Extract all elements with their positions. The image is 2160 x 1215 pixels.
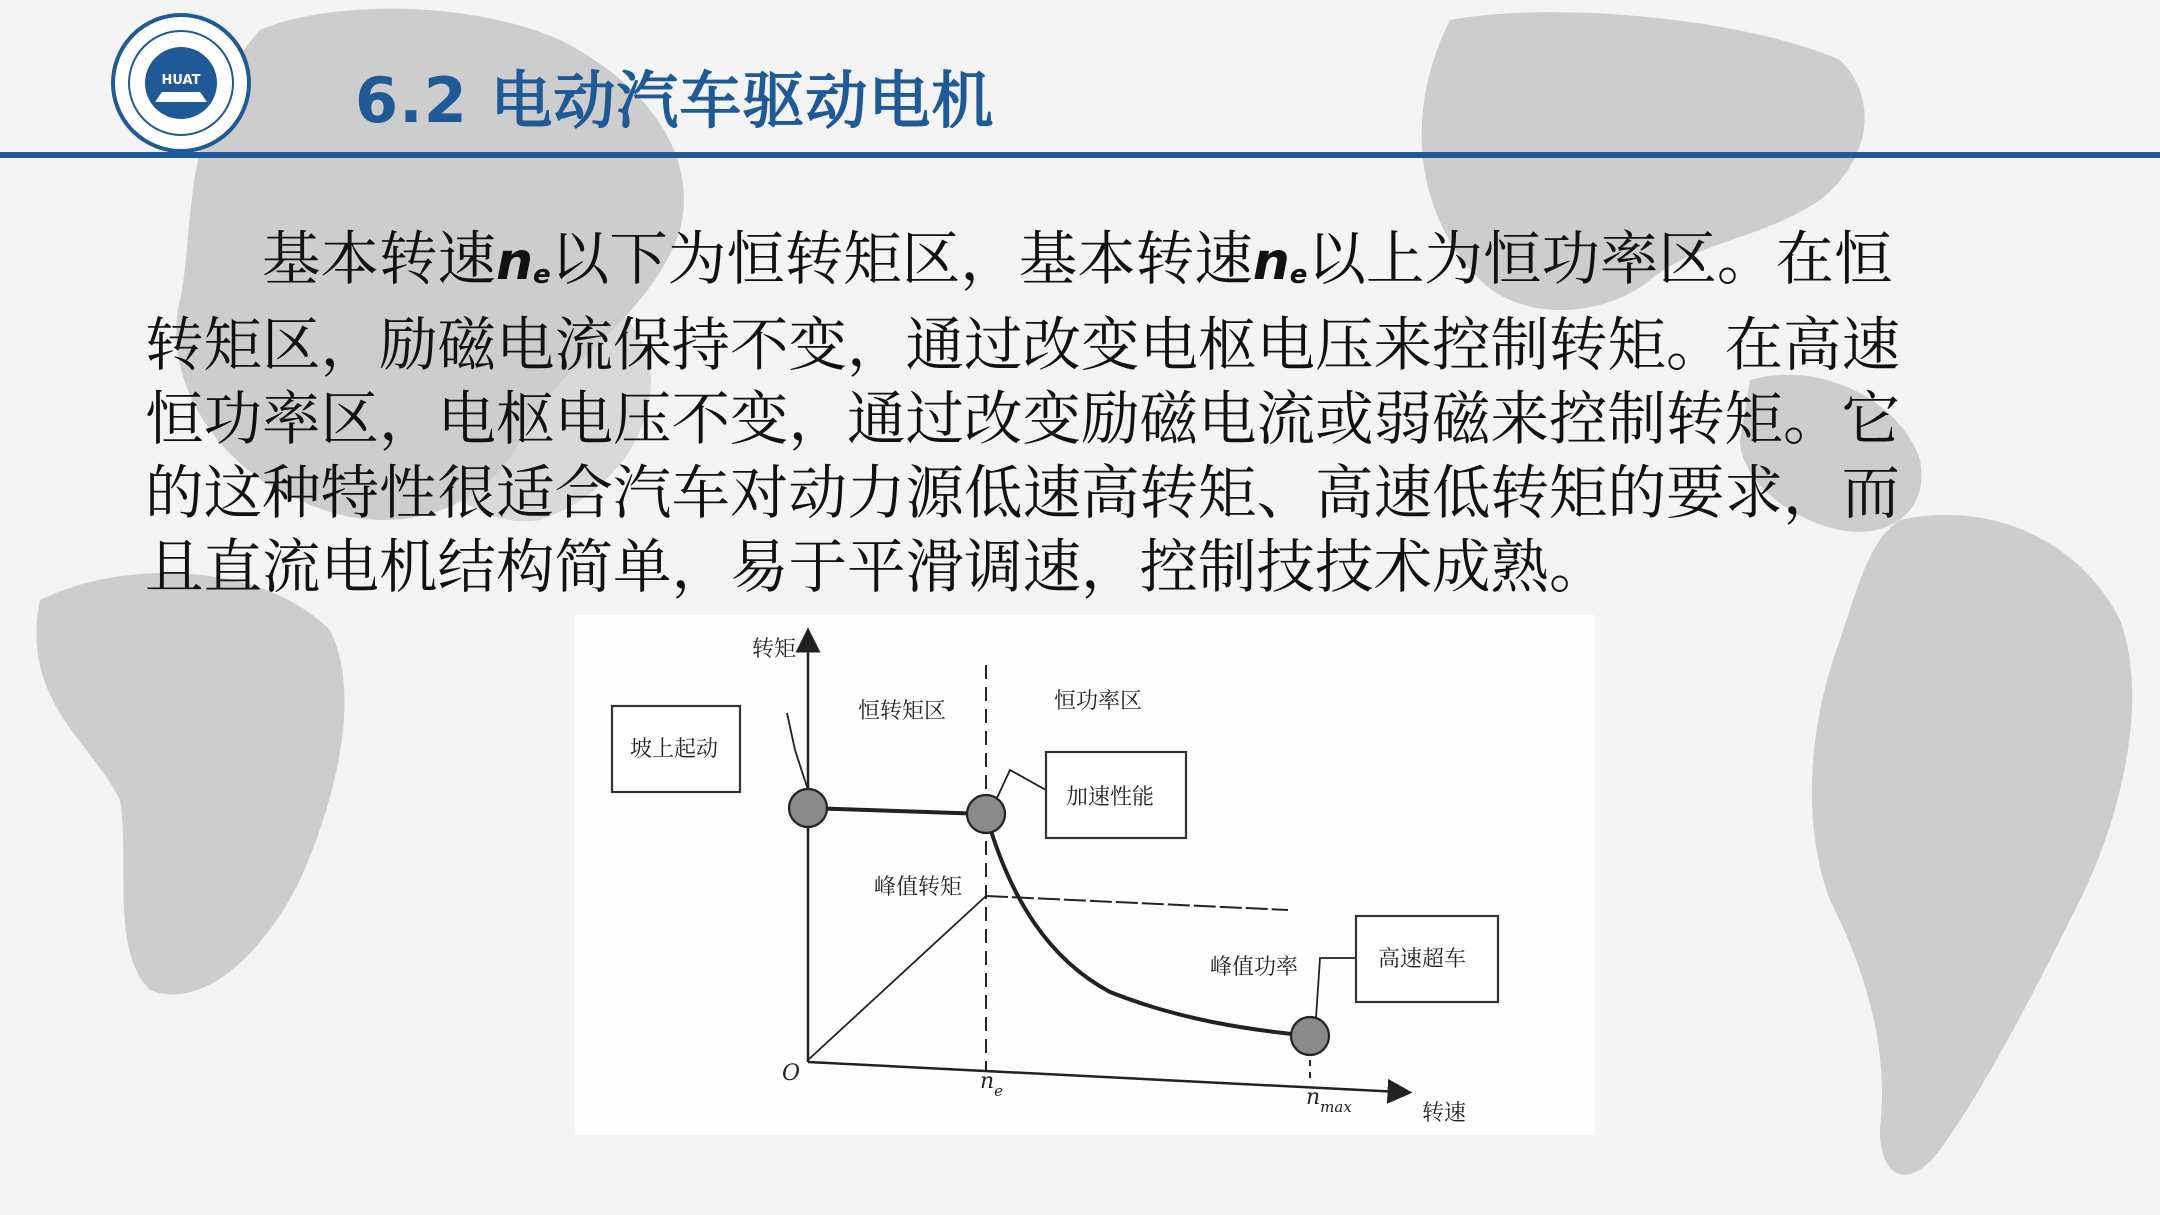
text-segment: 以下为恒转矩区，基本转速 — [550, 225, 1253, 293]
y-axis-label: 转矩 — [752, 637, 797, 662]
tick-main: n — [980, 1069, 995, 1094]
paragraph-line-3: 恒功率区，电枢电压不变，通过改变励磁电流或弱磁来控制转矩。它 — [145, 385, 1901, 453]
callout-leader-overtake — [1316, 958, 1356, 1018]
callout-text-acceleration: 加速性能 — [1066, 785, 1155, 810]
origin-label: O — [782, 1061, 801, 1086]
marker-overtake — [1291, 1017, 1329, 1055]
constant-torque-curve — [808, 808, 986, 814]
callout-leader-acceleration — [996, 770, 1046, 800]
annotation-peak-torque: 峰值转矩 — [874, 875, 963, 900]
region-label-constant-torque: 恒转矩区 — [858, 699, 947, 724]
paragraph-line-5: 且直流电机结构简单，易于平滑调速，控制技技术成熟。 — [145, 533, 1608, 601]
x-tick-ne — [980, 1069, 1003, 1100]
tick-sub: e — [994, 1082, 1004, 1100]
callout-leader-hill-start — [787, 713, 808, 790]
x-axis-label: 转速 — [1422, 1101, 1467, 1126]
peak-power-ramp — [808, 896, 986, 1060]
peak-torque-line — [986, 896, 1288, 910]
ne-sub: e — [533, 260, 551, 290]
tick-sub: max — [1320, 1098, 1352, 1116]
tick-main: n — [1306, 1085, 1321, 1110]
callout-text-overtake: 高速超车 — [1378, 947, 1467, 972]
logo-center-text: HUAT — [161, 73, 201, 88]
region-label-constant-power: 恒功率区 — [1054, 689, 1143, 714]
marker-hill-start — [789, 789, 827, 827]
callout-text-hill-start: 坡上起动 — [630, 737, 719, 762]
ne-main: n — [1252, 232, 1290, 292]
text-segment: 以上为恒功率区。在恒 — [1307, 225, 1893, 293]
constant-power-curve — [986, 814, 1310, 1036]
page-title: 6.2 电动汽车驱动电机 — [355, 64, 995, 137]
annotation-peak-power: 峰值功率 — [1210, 955, 1299, 980]
paragraph-line-2: 转矩区，励磁电流保持不变，通过改变电枢电压来控制转矩。在高速 — [145, 311, 1901, 379]
ne-sub: e — [1289, 260, 1308, 290]
paragraph-line-4: 的这种特性很适合汽车对动力源低速高转矩、高速低转矩的要求，而 — [145, 459, 1901, 527]
marker-acceleration — [967, 795, 1005, 833]
text-segment: 基本转速 — [262, 225, 497, 293]
ne-main: n — [496, 232, 534, 292]
